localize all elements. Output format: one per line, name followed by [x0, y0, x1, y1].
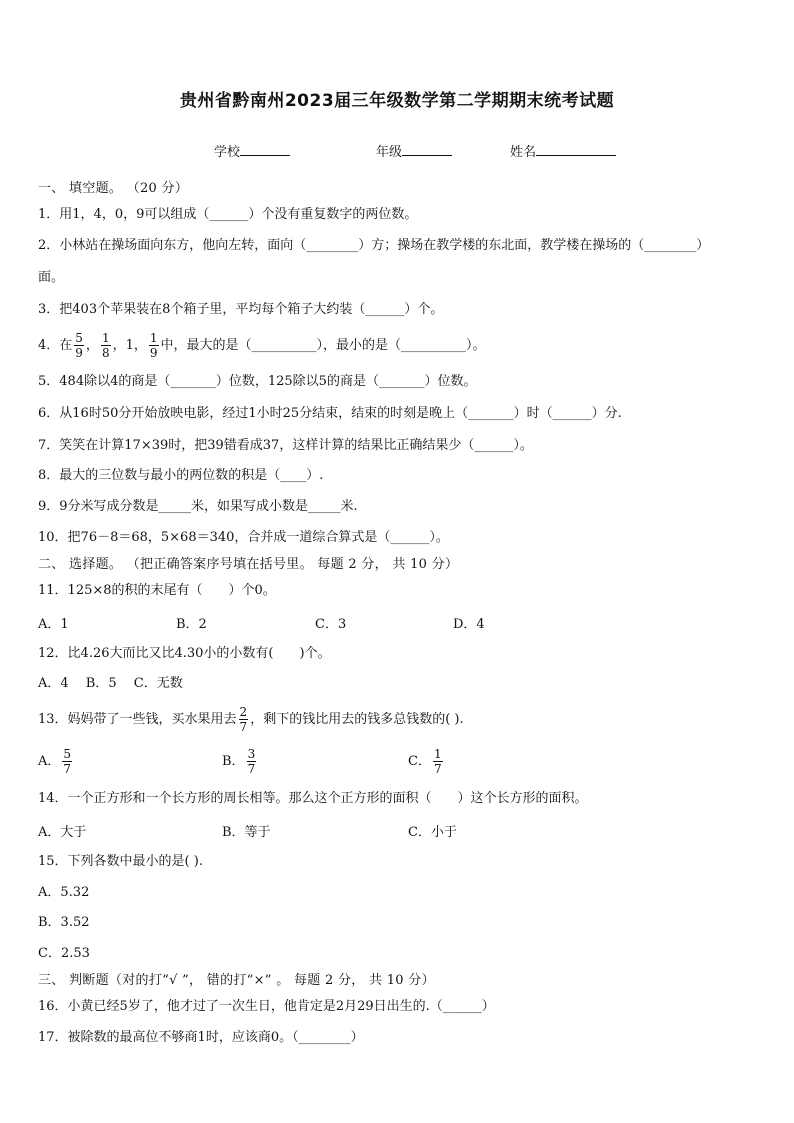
q14-option-b: B．等于 [222, 825, 271, 840]
fraction-2-7 [239, 706, 249, 733]
fraction-denominator: 7 [247, 762, 256, 776]
question-12: 12．比4.26大而比又比4.30小的小数有( )个。 [38, 646, 331, 661]
q4-separator: ， [85, 338, 99, 353]
q4-prefix: 4．在 [38, 338, 73, 353]
q15-option-b: B．3.52 [38, 915, 90, 930]
fraction-denominator: 7 [63, 762, 72, 776]
q11-option-b: B．2 [176, 617, 207, 632]
fraction-denominator: 9 [149, 346, 158, 360]
section-judgement-heading: 三、 判断题（对的打“√ ”， 错的打“×” 。 每题 2 分， 共 10 分） [38, 973, 435, 988]
name-blank [536, 143, 616, 156]
question-15: 15．下列各数中最小的是( ). [38, 854, 203, 869]
fraction-3-7 [247, 748, 257, 775]
q13-option-b [222, 744, 258, 780]
question-8: 8．最大的三位数与最小的两位数的积是（____）. [38, 468, 324, 483]
q12-options: A．4 B．5 C．无数 [38, 676, 183, 691]
fraction-5-9 [74, 332, 84, 359]
q11-option-a: A．1 [38, 617, 69, 632]
grade-blank [402, 143, 452, 156]
school-field [214, 141, 290, 160]
section-fill-blank-heading: 一、 填空题。 （20 分） [38, 181, 189, 196]
grade-field [376, 141, 452, 160]
fraction-numerator: 5 [75, 331, 83, 345]
school-blank [240, 143, 290, 156]
name-field [510, 141, 616, 160]
question-7: 7．笑笑在计算17×39时，把39错看成37，这样计算的结果比正确结果少（______）。 [38, 438, 533, 453]
q11-option-d: D．4 [453, 617, 485, 632]
question-6: 6．从16时50分开始放映电影，经过1小时25分结束，结束的时刻是晚上（_______）时（______）分. [38, 406, 622, 421]
question-11: 11．125×8的积的末尾有（ ）个0。 [38, 583, 276, 598]
fraction-denominator: 9 [75, 346, 83, 360]
option-label: A． [38, 754, 61, 769]
q4-middle: ，1， [112, 338, 147, 353]
school-label: 学校 [214, 145, 241, 160]
fraction-1-9 [149, 332, 159, 359]
fraction-numerator: 1 [101, 331, 110, 345]
q13-prefix: 13．妈妈带了一些钱，买水果用去 [38, 712, 237, 727]
q13-option-c [408, 744, 445, 780]
q11-option-c: C．3 [315, 617, 347, 632]
fraction-5-7 [62, 748, 72, 775]
fraction-denominator: 7 [433, 762, 442, 776]
q13-suffix: ，剩下的钱比用去的钱多总钱数的( ). [250, 712, 464, 727]
fraction-numerator: 1 [433, 747, 442, 761]
q14-option-c: C．小于 [408, 825, 457, 840]
section-choice-heading: 二、 选择题。 （把正确答案序号填在括号里。 每题 2 分， 共 10 分） [38, 557, 459, 572]
fraction-numerator: 2 [239, 705, 248, 719]
question-13 [38, 702, 464, 738]
question-2: 2．小林站在操场面向东方，他向左转，面向（________）方；操场在教学楼的东北面，教学楼在操场的（________） [38, 238, 710, 253]
question-1: 1．用1，4，0，9可以组成（______）个没有重复数字的两位数。 [38, 207, 418, 222]
grade-label: 年级 [376, 145, 403, 160]
q15-option-a: A．5.32 [38, 885, 90, 900]
q13-option-a [38, 744, 74, 780]
q15-option-c: C．2.53 [38, 946, 90, 961]
fraction-numerator: 1 [149, 331, 158, 345]
fraction-numerator: 5 [63, 747, 72, 761]
q4-suffix: 中，最大的是（__________），最小的是（__________）。 [160, 338, 486, 353]
question-5: 5．484除以4的商是（_______）位数，125除以5的商是（_______）位数。 [38, 374, 477, 389]
question-16: 16．小黄已经5岁了，他才过了一次生日，他肯定是2月29日出生的.（______） [38, 999, 495, 1014]
question-2-continued: 面。 [38, 270, 65, 285]
name-label: 姓名 [510, 145, 537, 160]
option-label: B． [222, 754, 245, 769]
fraction-numerator: 3 [247, 747, 256, 761]
question-17: 17．被除数的最高位不够商1时，应该商0。（________） [38, 1030, 364, 1045]
option-label: C． [408, 754, 431, 769]
q14-option-a: A．大于 [38, 825, 87, 840]
fraction-1-7 [433, 748, 443, 775]
fraction-denominator: 7 [239, 720, 248, 734]
question-3: 3．把403个苹果装在8个箱子里，平均每个箱子大约装（______）个。 [38, 302, 444, 317]
question-4 [38, 328, 486, 364]
page-title: 贵州省黔南州2023届三年级数学第二学期期末统考试题 [179, 91, 615, 111]
question-9: 9．9分米写成分数是_____米，如果写成小数是_____米. [38, 499, 358, 514]
question-14: 14．一个正方形和一个长方形的周长相等。那么这个正方形的面积（ ）这个长方形的面积。 [38, 791, 588, 806]
fraction-1-8 [101, 332, 111, 359]
question-10: 10．把76－8＝68，5×68＝340，合并成一道综合算式是（______）。 [38, 530, 449, 545]
fraction-denominator: 8 [101, 346, 110, 360]
